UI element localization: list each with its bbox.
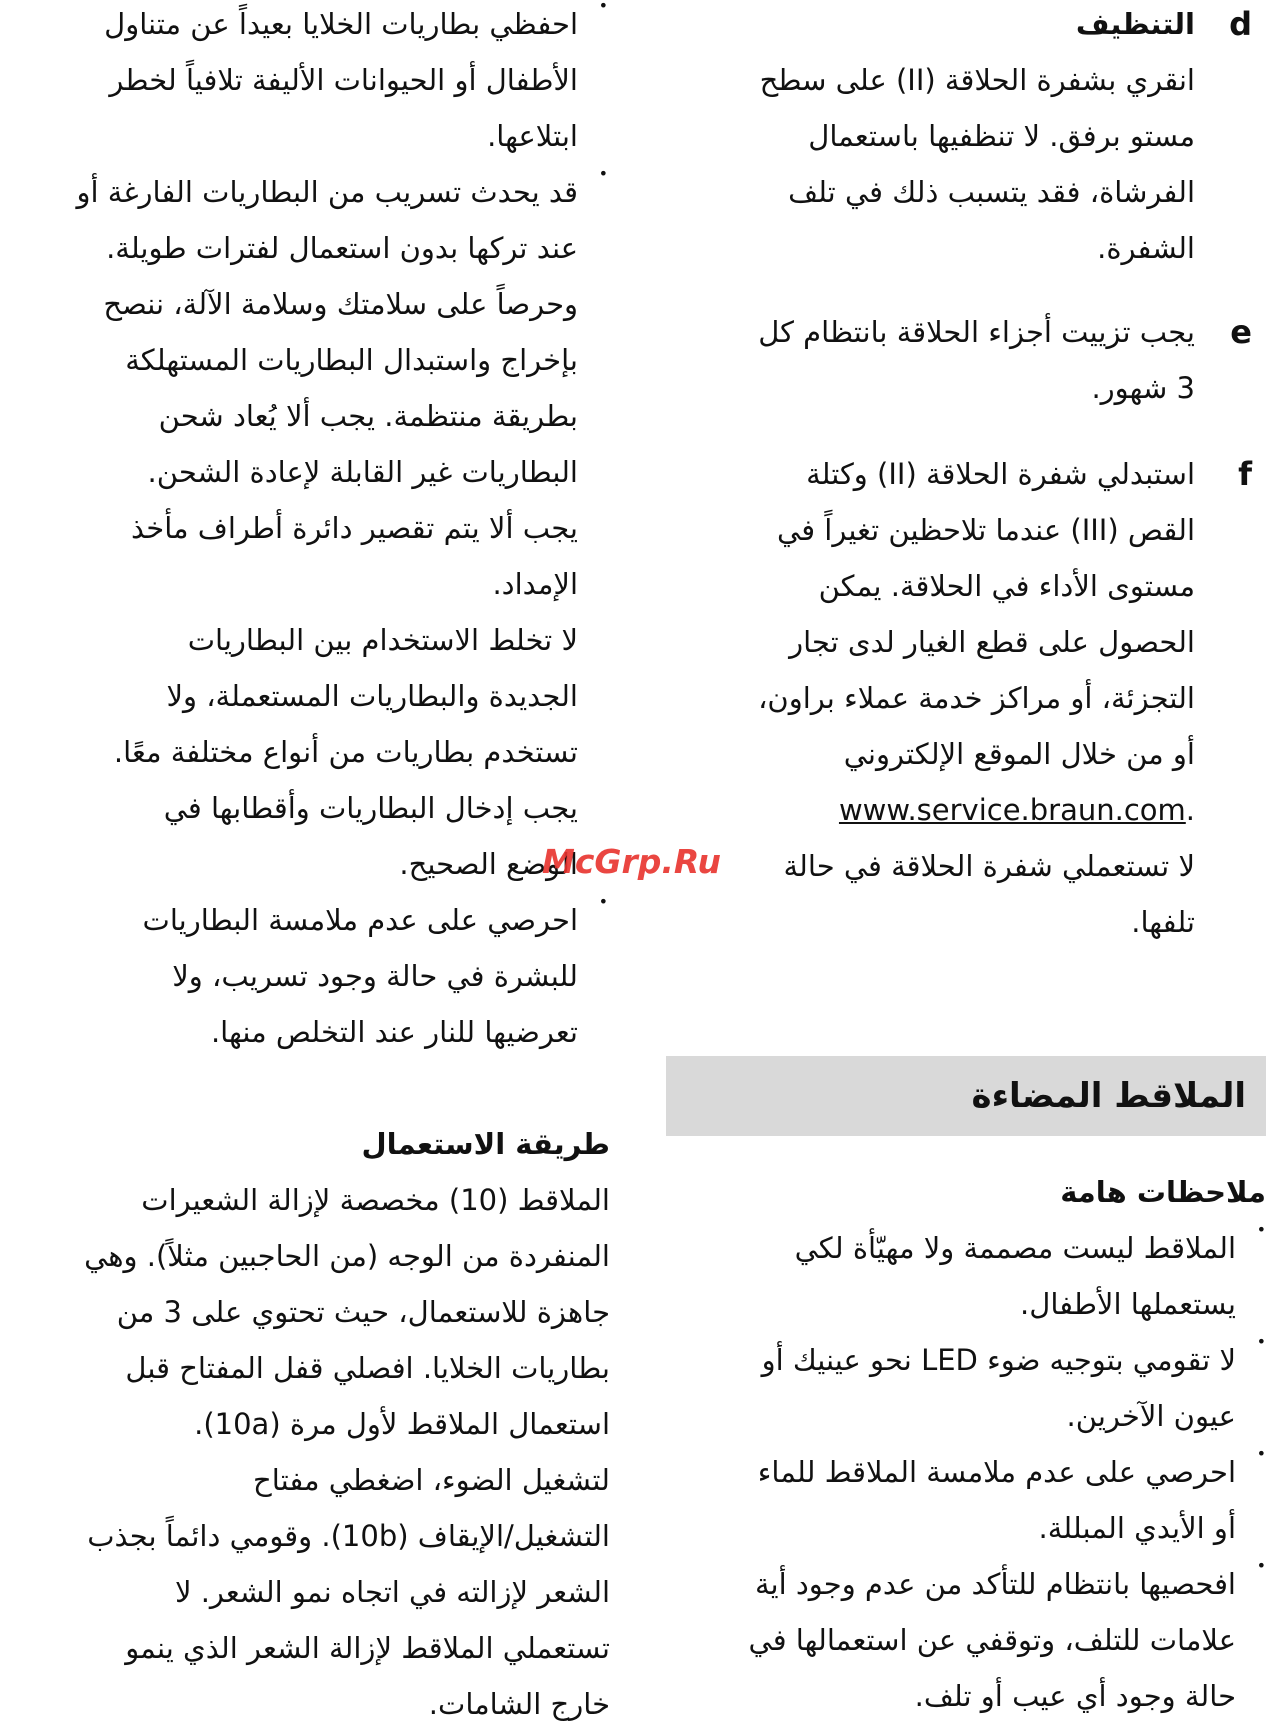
list-item: • احرصي على عدم ملامسة البطاريات للبشرة في حالة وجود تسريب، ولا تعرضيها للنار عند التخلص منها. (0, 892, 608, 1060)
paragraph-line: تستعملي الملاقط لإزالة الشعر الذي ينمو (125, 1631, 610, 1665)
watermark: McGrp.Ru (542, 842, 722, 881)
paragraph-line: القص (III) عندما تلاحظين تغيراً في (777, 513, 1195, 547)
paragraph-line: أو من خلال الموقع الإلكتروني (843, 737, 1195, 771)
paragraph-line: مستو برفق. لا تنظفيها باستعمال (808, 119, 1195, 153)
item-letter-d: d (1229, 5, 1252, 43)
paragraph-line: يجب تزييت أجزاء الحلاقة بانتظام كل (758, 315, 1195, 349)
section-e (663, 304, 1266, 416)
paragraph-line: الملاقط (10) مخصصة لإزالة الشعيرات (141, 1183, 610, 1217)
list-item: • احفظي بطاريات الخلايا بعيداً عن متناول الأطفال أو الحيوانات الأليفة تلافياً لخطر ابتلاعها. (0, 0, 608, 164)
section-d (663, 0, 1266, 276)
notes-heading: ملاحظات هامة (1060, 1175, 1266, 1209)
paragraph-line: بطاريات الخلايا. افصلي قفل المفتاح قبل (125, 1351, 610, 1385)
paragraph-line: الفرشاة، فقد يتسبب ذلك في تلف (788, 175, 1195, 209)
paragraph-line: الشفرة. (1097, 231, 1195, 265)
paragraph-line: استبدلي شفرة الحلاقة (II) وكتلة (806, 457, 1195, 491)
paragraph-line: التجزئة، أو مراكز خدمة عملاء براون، (758, 681, 1195, 715)
service-url-line: .www.service.braun.com (838, 793, 1195, 827)
list-item: • قد يحدث تسريب من البطاريات الفارغة أو عند تركها بدون استعمال لفترات طويلة. وحرصاً على سلامتك وسلامة الآلة، ننصح بإخراج واستبدال البطاريات المستهلكة بطريقة منتظمة. يجب ألا يُعاد شحن البطاريات غير القابلة لإعادة الشحن. يجب ألا يتم تقصير دائرة أطراف مأخذ الإمداد. لا تخلط الاستخدام بين البطاريات الجديدة والبطاريات المستعملة، ولا تستخدم بطاريات من أنواع مختلفة معًا. يجب إدخال البطاريات وأقطابها في الوضع الصحيح. (0, 164, 608, 892)
list-item: • افحصيها بانتظام للتأكد من عدم وجود أية علامات للتلف، وتوقفي عن استعمالها في حالة وجود أي عيب أو تلف. (676, 1556, 1266, 1724)
paragraph-line: لتشغيل الضوء، اضغطي مفتاح (253, 1463, 610, 1497)
usage-heading: طريقة الاستعمال (361, 1127, 610, 1161)
paragraph-line: جاهزة للاستعمال، حيث تحتوي على 3 من (116, 1295, 610, 1329)
paragraph-line: انقري بشفرة الحلاقة (II) على سطح (759, 63, 1195, 97)
cleaning-heading: التنظيف (1075, 7, 1195, 41)
paragraph-line: خارج الشامات. (428, 1687, 610, 1721)
paragraph-line: لا تستعملي شفرة الحلاقة في حالة (783, 849, 1195, 883)
paragraph-line: التشغيل/الإيقاف (10b). وقومي دائماً بجذب (87, 1519, 610, 1553)
list-item: • احرصي على عدم ملامسة الملاقط للماء أو الأيدي المبللة. (676, 1444, 1266, 1556)
paragraph-line: المنفردة من الوجه (من الحاجبين مثلاً). وهي (84, 1239, 610, 1273)
service-url-link[interactable]: www.service.braun.com (838, 793, 1186, 827)
tweezers-heading: الملاقط المضاءة (971, 1076, 1246, 1116)
item-letter-f: f (1238, 455, 1252, 493)
paragraph-line: تلفها. (1131, 905, 1195, 939)
list-item: • لا تقومي بتوجيه ضوء LED نحو عينيك أو عيون الآخرين. (676, 1332, 1266, 1444)
paragraph-line: مستوى الأداء في الحلاقة. يمكن (818, 569, 1195, 603)
paragraph-line: الشعر لإزالته في اتجاه نمو الشعر. لا (174, 1575, 610, 1609)
section-f (663, 446, 1266, 950)
paragraph-line: استعمال الملاقط لأول مرة (10a). (194, 1407, 610, 1441)
item-letter-e: e (1230, 313, 1252, 351)
list-item: • الملاقط ليست مصممة ولا مهيّأة لكي يستعملها الأطفال. (676, 1220, 1266, 1332)
paragraph-line: الحصول على قطع الغيار لدى تجار (789, 625, 1195, 659)
paragraph-line: 3 شهور. (1091, 371, 1195, 405)
section-banner (666, 1056, 1266, 1136)
